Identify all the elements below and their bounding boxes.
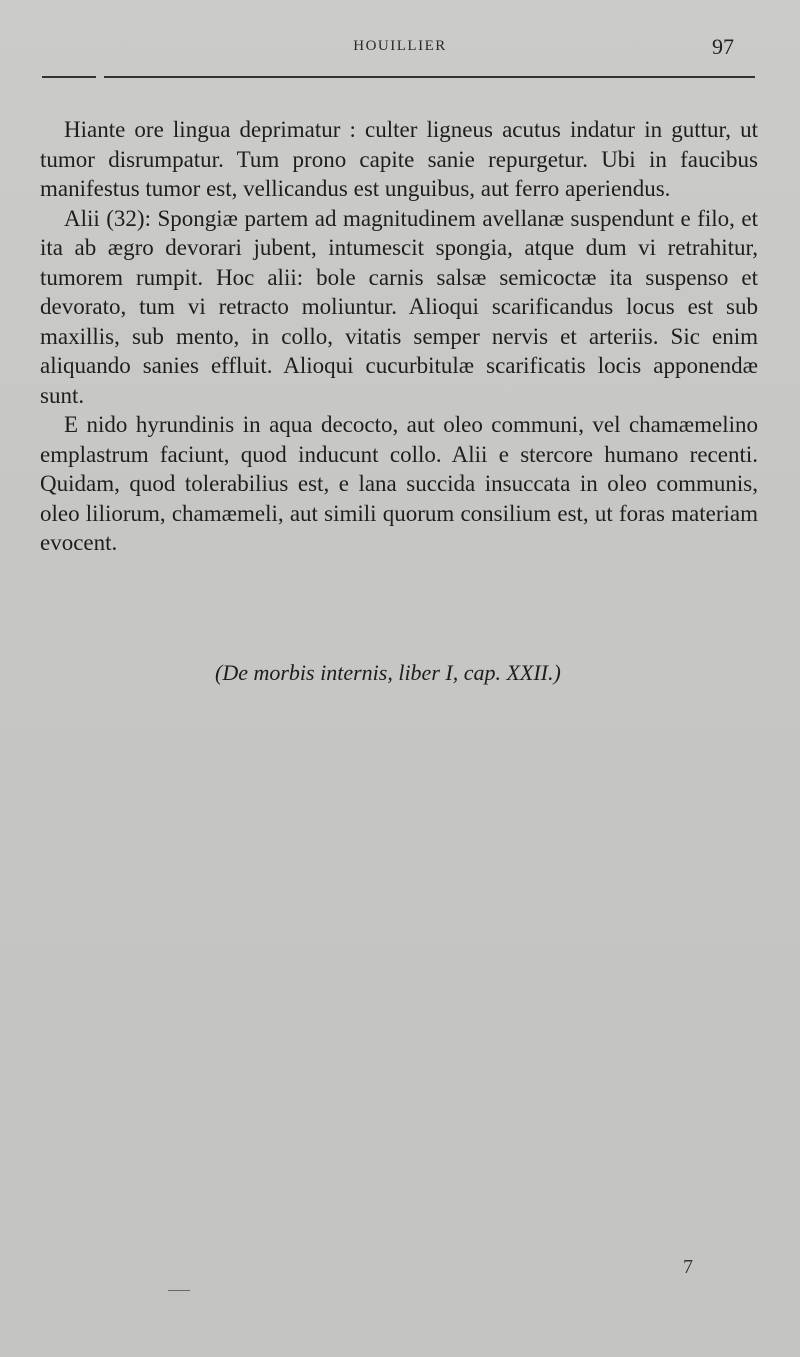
running-title: HOUILLIER bbox=[353, 38, 447, 54]
signature-mark: 7 bbox=[683, 1256, 693, 1278]
paragraph-1: Hiante ore lingua deprimatur : culter ligneus acutus indatur in guttur, ut tumor disrumpatur. Tum prono capite sanie repurgetur. Ubi in faucibus manifestus tumor est, vellicandus est unguibus, aut ferro aperiendus. bbox=[40, 117, 758, 201]
header-rule bbox=[42, 76, 755, 78]
citation bbox=[0, 660, 718, 686]
footer-dash bbox=[168, 1290, 190, 1291]
body-text bbox=[40, 115, 758, 558]
paragraph-2: Alii (32): Spongiæ partem ad magnitudinem avellanæ suspendunt e filo, et ita ab ægro devorari jubent, intumescit spongia, atque dum vi retrahitur, tumorem rumpit. Hoc alii: bole carnis salsæ semicoctæ ita suspenso et devorato, tum vi retracto moliuntur. Alioqui scarificandus locus est sub maxillis, sub mento, in collo, vitatis semper nervis et arteriis. Sic enim aliquando sanies effluit. Alioqui cucurbitulæ scarificatis locis apponendæ sunt. bbox=[40, 205, 758, 408]
running-head bbox=[0, 34, 800, 62]
page-number: 97 bbox=[712, 34, 734, 59]
header-rule-gap bbox=[96, 75, 104, 79]
paragraph-3: E nido hyrundinis in aqua decocto, aut oleo communi, vel chamæmelino emplastrum faciunt, quod inducunt collo. Alii e stercore humano recenti. Quidam, quod tolerabilius est, e lana succida insuccata in oleo communis, oleo liliorum, chamæmeli, aut simili quorum consilium est, ut foras materiam evocent. bbox=[40, 412, 758, 555]
citation-text: (De morbis internis, liber I, cap. XXII.) bbox=[215, 660, 561, 685]
